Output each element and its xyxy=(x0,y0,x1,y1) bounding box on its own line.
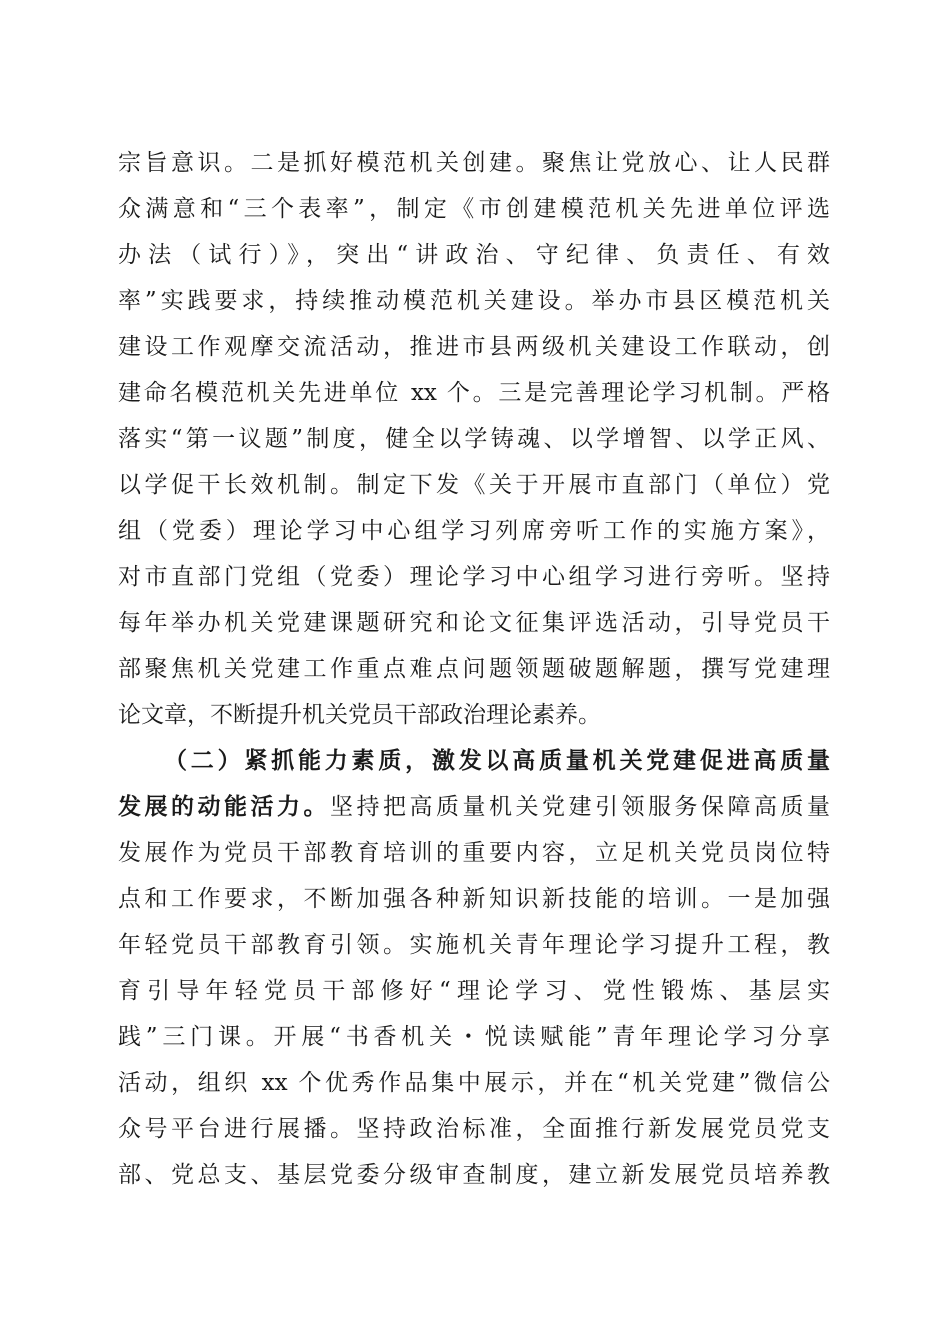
text-line: 率”实践要求，持续推动模范机关建设。举办市县区模范机关 xyxy=(118,288,830,314)
text-line: 部聚焦机关党建工作重点难点问题领题破题解题，撰写党建理 xyxy=(118,656,830,682)
paragraph-2 xyxy=(118,738,830,1198)
text-line: 组（党委）理论学习中心组学习列席旁听工作的实施方案》， xyxy=(118,518,830,544)
text-line: 建设工作观摩交流活动，推进市县两级机关建设工作联动，创 xyxy=(118,334,830,360)
text-run: 坚持把高质量机关党建引领服务保障高质量 xyxy=(330,794,830,820)
text-line: 落实“第一议题”制度，健全以学铸魂、以学增智、以学正风、 xyxy=(118,426,830,452)
text-line: 年轻党员干部教育引领。实施机关青年理论学习提升工程，教 xyxy=(118,932,830,958)
text-line: 建命名模范机关先进单位 xx 个。三是完善理论学习机制。严格 xyxy=(118,380,830,406)
text-line: 发展作为党员干部教育培训的重要内容，立足机关党员岗位特 xyxy=(118,840,830,866)
text-line: 众号平台进行展播。坚持政治标准，全面推行新发展党员党支 xyxy=(118,1116,830,1142)
text-line: 宗旨意识。二是抓好模范机关创建。聚焦让党放心、让人民群 xyxy=(118,150,830,176)
text-line: 活动，组织 xx 个优秀作品集中展示，并在“机关党建”微信公 xyxy=(118,1070,830,1096)
text-line: 对市直部门党组（党委）理论学习中心组学习进行旁听。坚持 xyxy=(118,564,830,590)
section-heading-end: 发展的动能活力。 xyxy=(118,793,330,820)
text-line: 以学促干长效机制。制定下发《关于开展市直部门（单位）党 xyxy=(118,472,830,498)
section-heading: （二）紧抓能力素质，激发以高质量机关党建促进高质量 xyxy=(164,747,830,774)
text-line xyxy=(118,784,830,830)
text-line: 众满意和“三个表率”，制定《市创建模范机关先进单位评选 xyxy=(118,196,830,222)
text-line: 育引导年轻党员干部修好“理论学习、党性锻炼、基层实 xyxy=(118,978,830,1004)
text-line: 论文章，不断提升机关党员干部政治理论素养。 xyxy=(118,702,601,728)
text-line: 部、党总支、基层党委分级审查制度，建立新发展党员培养教 xyxy=(118,1162,830,1188)
body-text xyxy=(118,140,830,1198)
text-line: 点和工作要求，不断加强各种新知识新技能的培训。一是加强 xyxy=(118,886,830,912)
text-line: 践”三门课。开展“书香机关・悦读赋能”青年理论学习分享 xyxy=(118,1024,830,1050)
text-line: 办法（试行）》，突出“讲政治、守纪律、负责任、有效 xyxy=(118,242,830,268)
text-line: 每年举办机关党建课题研究和论文征集评选活动，引导党员干 xyxy=(118,610,830,636)
paragraph-1 xyxy=(118,140,830,738)
